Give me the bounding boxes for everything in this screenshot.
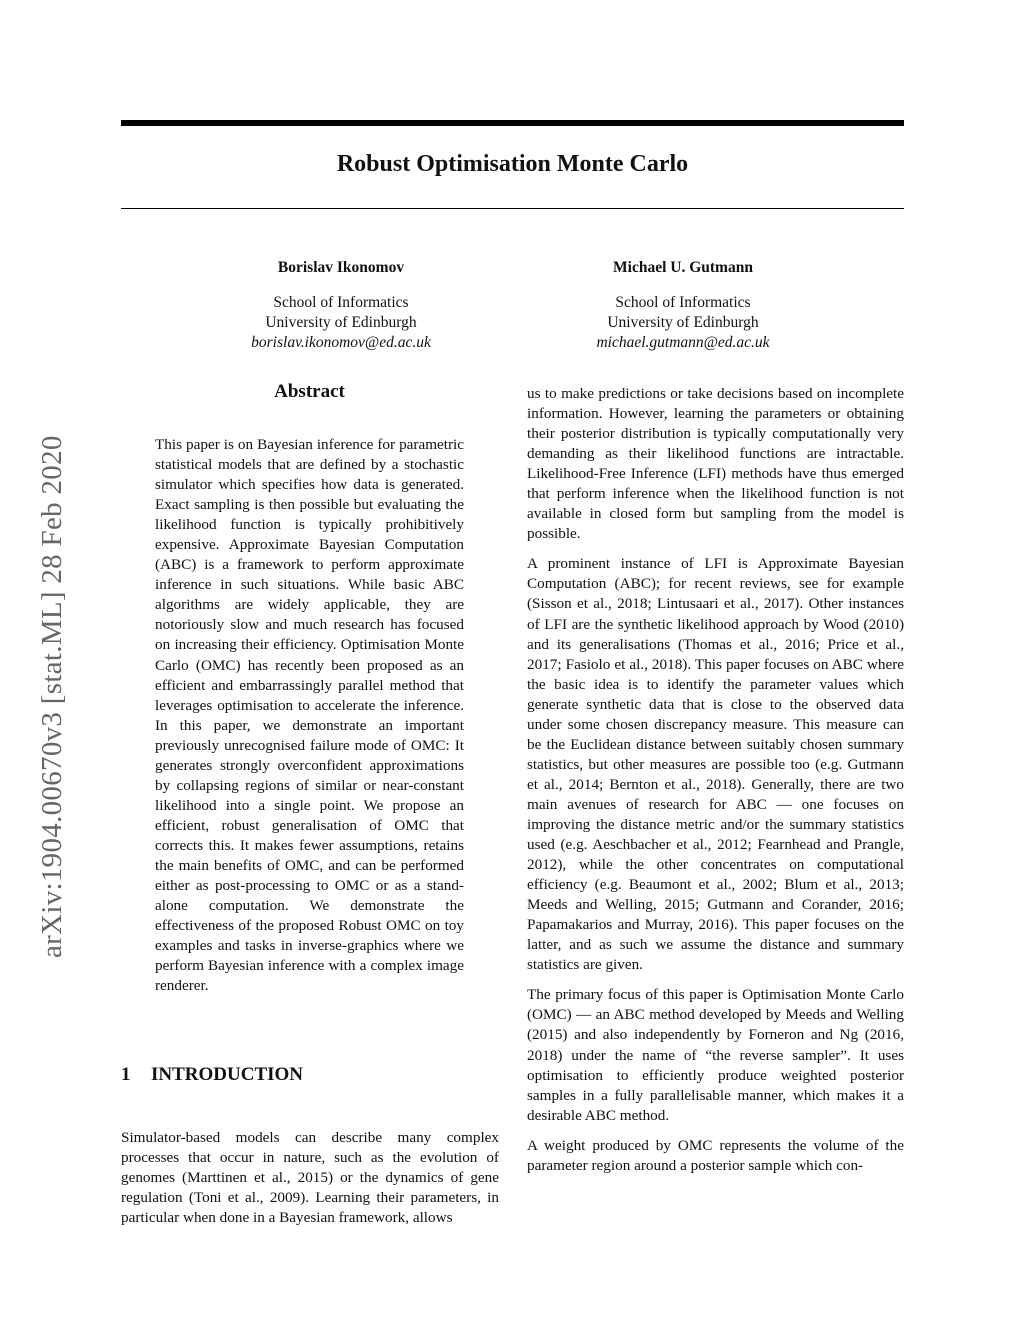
body-paragraph-2: A prominent instance of LFI is Approximate Bayesian Computation (ABC); for recent reviews, see for example (Sisson et al., 2018; Lintusaari et al., 2017). Other instances of LFI are the synthetic likelihood approach by Wood (2010) and its generalisations (Thomas et al., 2016; Price et al., 2017; Fasiolo et al., 2018). This paper focuses on ABC where the basic idea is to identify the parameter values which generate synthetic data that is close to the observed data under some chosen discrepancy measure. This measure can be the Euclidean distance between suitably chosen summary statistics, but other measures are possible too (e.g. Gutmann et al., 2014; Bernton et al., 2018). Generally, there are two main avenues of research for ABC — one focuses on improving the distance metric and/or the summary statistics used (e.g. Aeschbacher et al., 2012; Fearnhead and Prangle, 2012), while the other concentrates on computational efficiency (e.g. Beaumont et al., 2002; Blum et al., 2013; Meeds and Welling, 2015; Gutmann and Corander, 2016; Papamakarios and Murray, 2016). This paper focuses on the latter, and as such we assume the distance and summary statistics are given.: [527, 555, 904, 974]
section-title: INTRODUCTION: [151, 1064, 304, 1085]
body-paragraph-3: The primary focus of this paper is Optimisation Monte Carlo (OMC) — an ABC method developed by Meeds and Welling (2015) and also independently by Forneron and Ng (2016, 2018) under the name of “the reverse sampler”. It uses optimisation to efficiently produce weighted posterior samples in a fully parallelisable manner, which makes it a desirable ABC method.: [527, 986, 904, 1124]
intro-left-column: [121, 1128, 499, 1228]
body-paragraph-4: A weight produced by OMC represents the volume of the parameter region around a posterior sample which con-: [527, 1136, 904, 1174]
section-number: 1: [121, 1064, 131, 1085]
section-heading: [121, 1063, 501, 1087]
author-block-1: [191, 258, 491, 353]
author-email[interactable]: borislav.ikonomov@ed.ac.uk: [251, 334, 431, 351]
abstract-text: This paper is on Bayesian inference for parametric statistical models that are defined by a stochastic simulator which specifies how data is generated. Exact sampling is then possible but evaluating the likelihood function is typically prohibitively expensive. Approximate Bayesian Computation (ABC) is a framework to perform approximate inference in such situations. While basic ABC algorithms are widely applicable, they are notoriously slow and much research has focused on increasing their efficiency. Optimisation Monte Carlo (OMC) has recently been proposed as an efficient and embarrassingly parallel method that leverages optimisation to accelerate the inference. In this paper, we demonstrate an important previously unrecognised failure mode of OMC: It generates strongly overconfident approximations by collapsing regions of similar or near-constant likelihood into a single point. We propose an efficient, robust generalisation of OMC that corrects this. It makes fewer assumptions, retains the main benefits of OMC, and can be performed either as post-processing to OMC or as a stand-alone computation. We demonstrate the effectiveness of the proposed Robust OMC on toy examples and tasks in inverse-graphics where we perform Bayesian inference with a complex image renderer.: [155, 436, 464, 995]
author-name: Borislav Ikonomov: [277, 259, 405, 276]
arxiv-identifier: arXiv:1904.00670v3 [stat.ML] 28 Feb 2020: [36, 435, 68, 958]
author-block-2: [533, 258, 833, 353]
body-paragraph-1: us to make predictions or take decisions based on incomplete information. However, learning the parameters or obtaining their posterior distribution is typically computationally very demanding as their likelihood functions are intractable. Likelihood-Free Inference (LFI) methods have thus emerged that perform inference when the likelihood function is not available in closed form but sampling from the model is possible.: [527, 385, 904, 543]
title-rule-top: [121, 120, 904, 126]
intro-paragraph: Simulator-based models can describe many complex processes that occur in nature, such as the evolution of genomes (Marttinen et al., 2015) or the dynamics of gene regulation (Toni et al., 2009). Learning their parameters, in particular when done in a Bayesian framework, allows: [121, 1129, 499, 1227]
author-university: University of Edinburgh: [265, 314, 417, 331]
title-rule-bottom: [121, 208, 904, 209]
abstract-heading: Abstract: [274, 381, 345, 402]
author-university: University of Edinburgh: [607, 314, 759, 331]
paper-title: Robust Optimisation Monte Carlo: [336, 151, 689, 177]
author-name: Michael U. Gutmann: [613, 259, 753, 276]
author-school: School of Informatics: [273, 294, 409, 311]
right-column: [527, 384, 904, 1186]
author-email[interactable]: michael.gutmann@ed.ac.uk: [596, 334, 770, 351]
author-school: School of Informatics: [615, 294, 751, 311]
abstract-body: [155, 435, 464, 996]
